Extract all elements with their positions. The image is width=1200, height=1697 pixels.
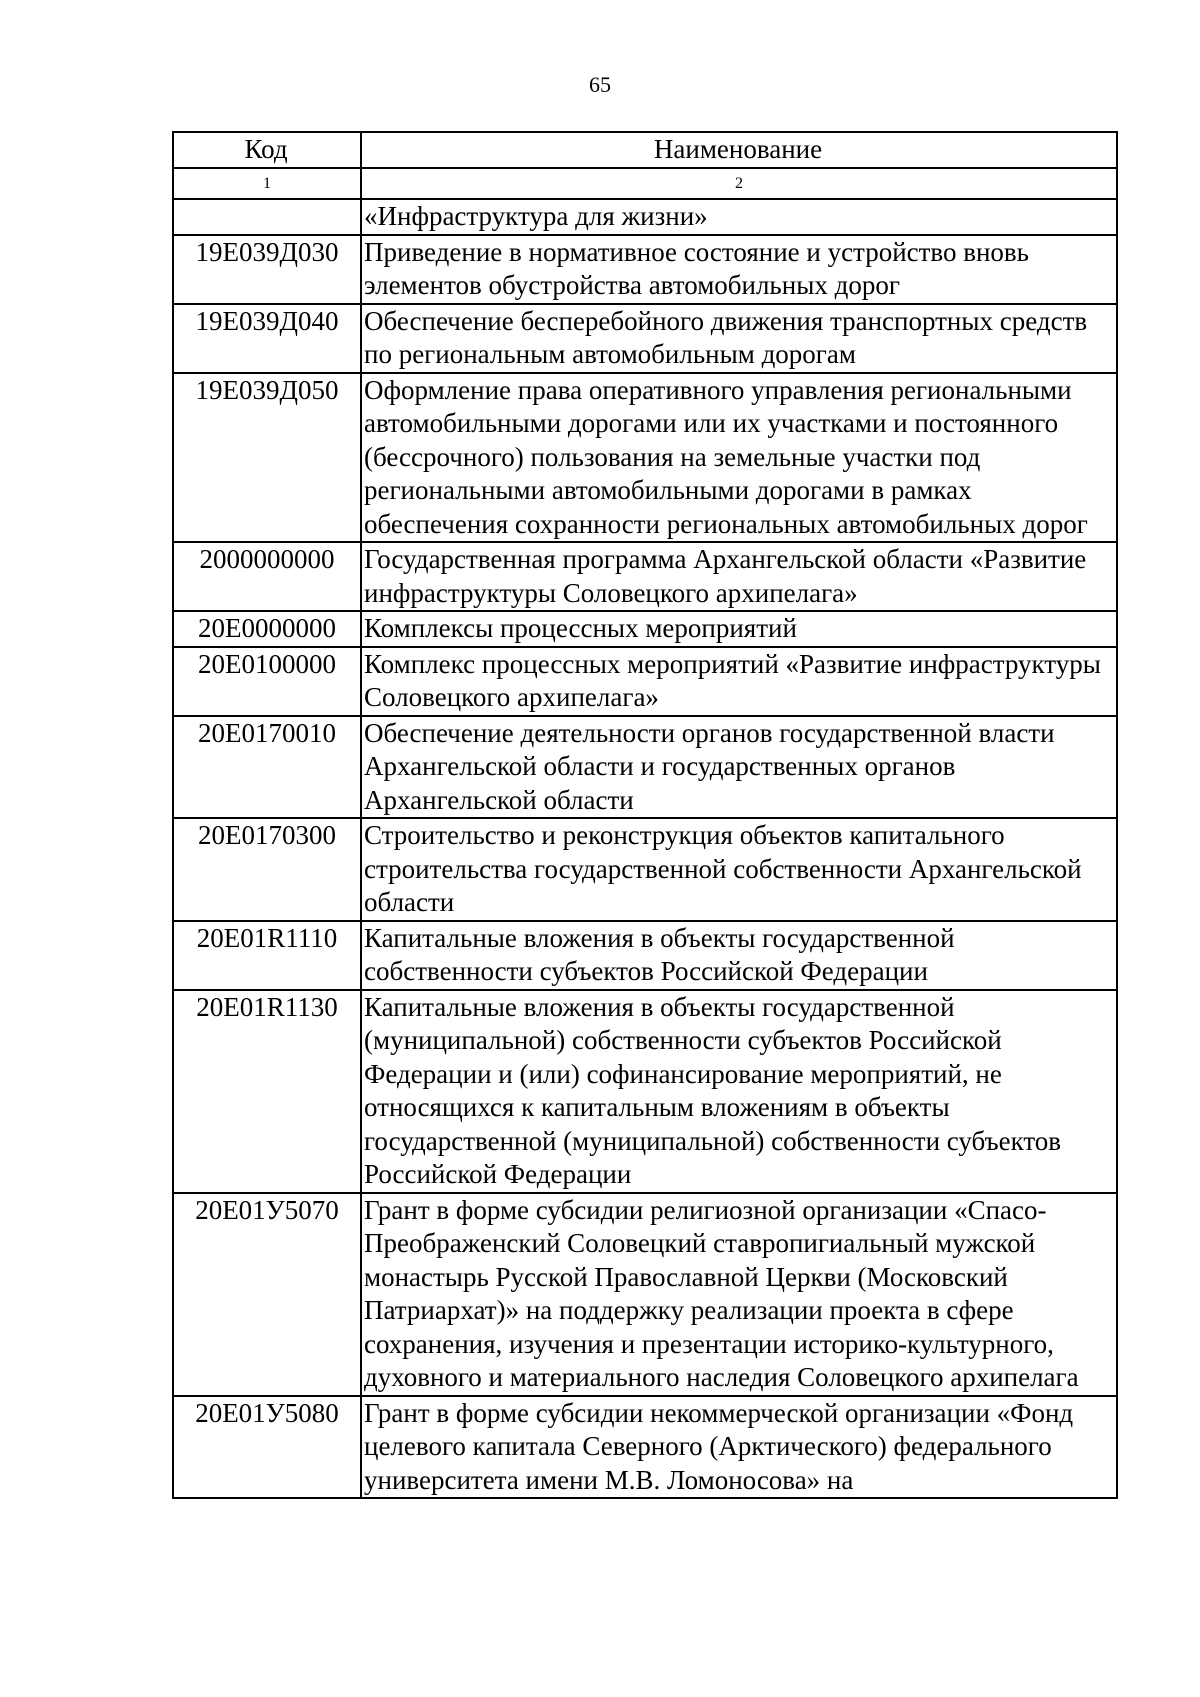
row-name: Строительство и реконструкция объектов капитального строительства государственной собственности Архангельской области: [361, 818, 1117, 921]
row-name: Приведение в нормативное состояние и устройство вновь элементов обустройства автомобильных дорог: [361, 235, 1117, 304]
table-row: [173, 716, 1117, 819]
row-code: 20Е01У5080: [173, 1396, 361, 1499]
row-name: Обеспечение бесперебойного движения транспортных средств по региональным автомобильным дорогам: [361, 304, 1117, 373]
table-row: [173, 921, 1117, 990]
row-name: Комплекс процессных мероприятий «Развитие инфраструктуры Соловецкого архипелага»: [361, 647, 1117, 716]
row-code: [173, 199, 361, 235]
page-number: 65: [589, 72, 611, 97]
table-row: [173, 199, 1117, 235]
column-number-code: 1: [173, 168, 361, 199]
header-code: Код: [173, 132, 361, 168]
row-code: 20Е0100000: [173, 647, 361, 716]
row-name: Капитальные вложения в объекты государственной собственности субъектов Российской Федерации: [361, 921, 1117, 990]
table-row: [173, 611, 1117, 647]
table-row: [173, 647, 1117, 716]
row-code: 20Е01R1110: [173, 921, 361, 990]
row-code: 19Е039Д030: [173, 235, 361, 304]
row-name: Капитальные вложения в объекты государственной (муниципальной) собственности субъектов Российской Федерации и (или) софинансирование мероприятий, не относящихся к капитальным вложениям в объекты государственной (муниципальной) собственности субъектов Российской Федерации: [361, 990, 1117, 1193]
table-row: [173, 542, 1117, 611]
row-name: Оформление права оперативного управления региональными автомобильными дорогами или их участками и постоянного (бессрочного) пользования на земельные участки под региональными автомобильными дорогами в рамках обеспечения сохранности региональных автомобильных дорог: [361, 373, 1117, 543]
row-name: Государственная программа Архангельской области «Развитие инфраструктуры Соловецкого архипелага»: [361, 542, 1117, 611]
table-row: [173, 1193, 1117, 1396]
row-code: 20Е01У5070: [173, 1193, 361, 1396]
row-code: 19Е039Д050: [173, 373, 361, 543]
column-number-name: 2: [361, 168, 1117, 199]
row-code: 19Е039Д040: [173, 304, 361, 373]
header-name: Наименование: [361, 132, 1117, 168]
table-row: [173, 990, 1117, 1193]
row-name: Обеспечение деятельности органов государственной власти Архангельской области и государственных органов Архангельской области: [361, 716, 1117, 819]
row-name: «Инфраструктура для жизни»: [361, 199, 1117, 235]
row-name: Комплексы процессных мероприятий: [361, 611, 1117, 647]
table-row: [173, 818, 1117, 921]
table-header-row: [173, 132, 1117, 168]
table-row: [173, 235, 1117, 304]
row-code: 20Е0170010: [173, 716, 361, 819]
column-number-row: [173, 168, 1117, 199]
row-code: 20Е0170300: [173, 818, 361, 921]
table-row: [173, 304, 1117, 373]
table-row: [173, 1396, 1117, 1499]
row-code: 2000000000: [173, 542, 361, 611]
classification-table: [172, 131, 1118, 1499]
row-name: Грант в форме субсидии некоммерческой организации «Фонд целевого капитала Северного (Арктического) федерального университета имени М.В. Ломоносова» на: [361, 1396, 1117, 1499]
row-name: Грант в форме субсидии религиозной организации «Спасо-Преображенский Соловецкий ставропигиальный мужской монастырь Русской Православной Церкви (Московский Патриархат)» на поддержку реализации проекта в сфере сохранения, изучения и презентации историко-культурного, духовного и материального наследия Соловецкого архипелага: [361, 1193, 1117, 1396]
row-code: 20Е01R1130: [173, 990, 361, 1193]
table-row: [173, 373, 1117, 543]
row-code: 20Е0000000: [173, 611, 361, 647]
